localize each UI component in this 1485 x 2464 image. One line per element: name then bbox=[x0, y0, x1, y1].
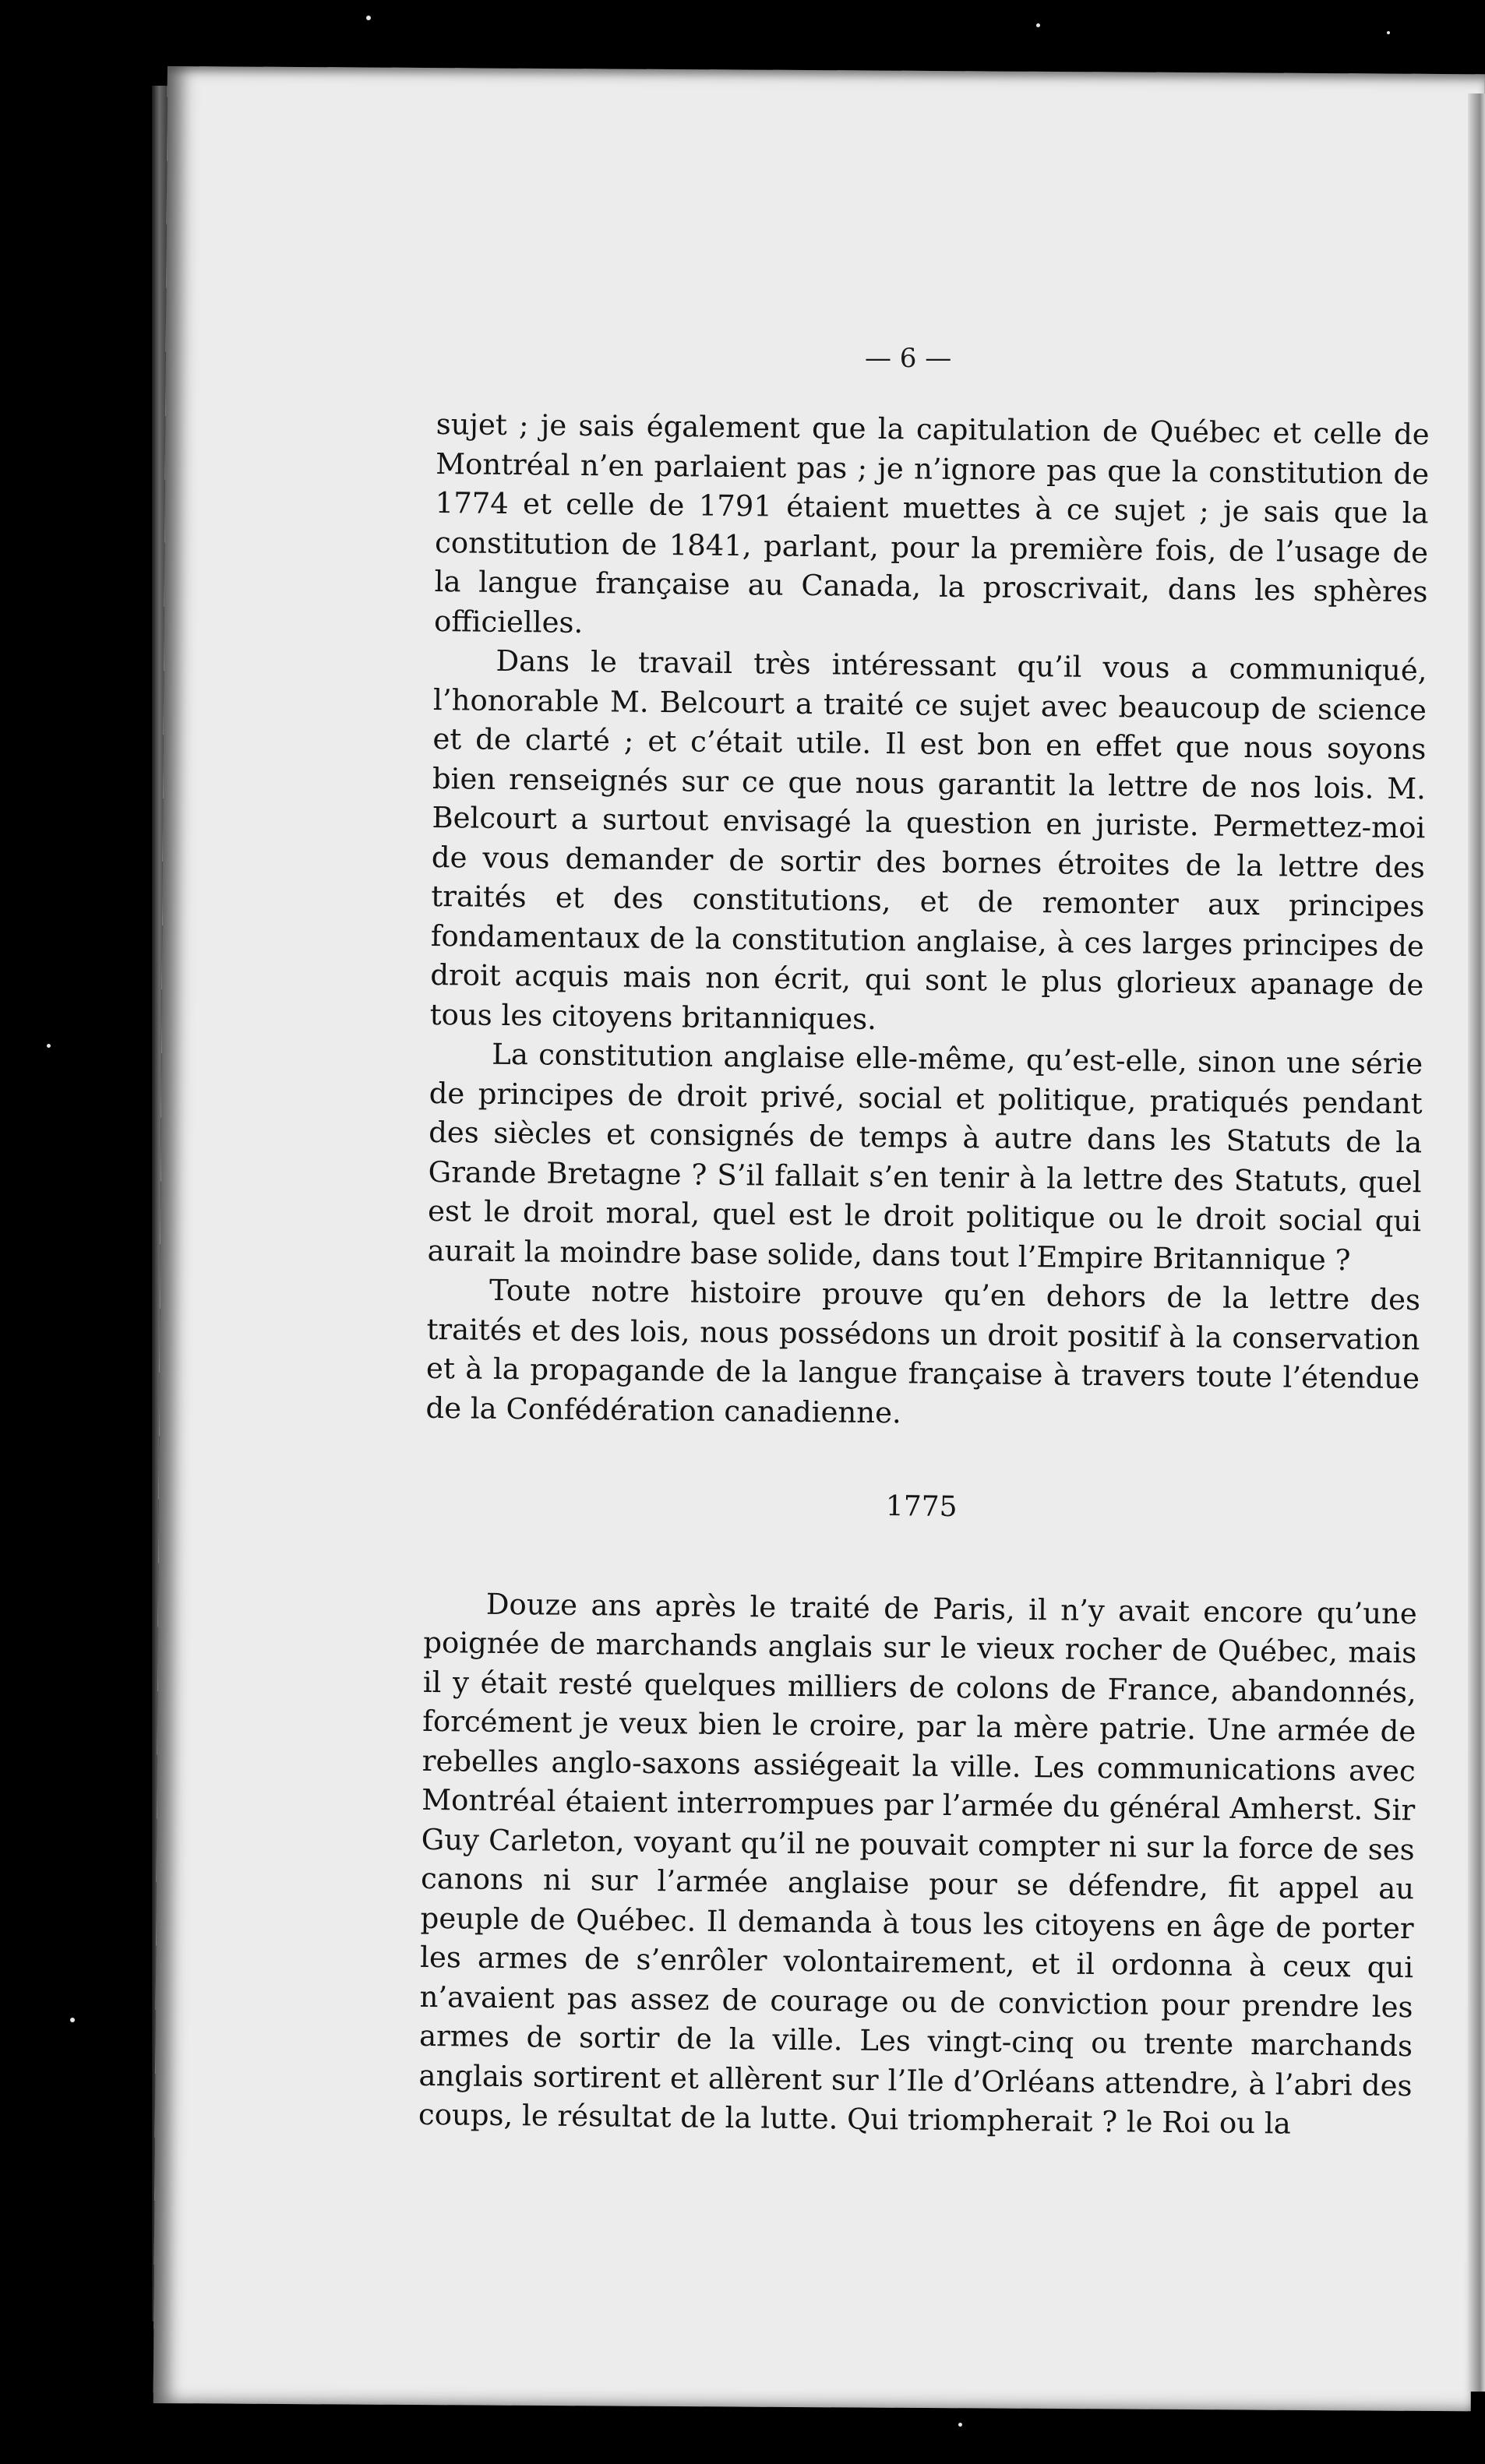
body-section-2 bbox=[418, 1584, 1417, 2145]
scan-speck bbox=[47, 1044, 51, 1048]
body-section-1 bbox=[425, 405, 1430, 1438]
scan-speck bbox=[70, 2018, 75, 2022]
scan-speck bbox=[1036, 23, 1040, 27]
page-right-edge bbox=[1468, 93, 1485, 2392]
paragraph: Douze ans après le traité de Paris, il n’y avait encore qu’une poignée de marchands anglais sur le vieux rocher de Québec, mais il y était resté quelques milliers de colons de France, abandonnés, forcément je veux bien le croire, par la mère patrie. Une armée de rebelles anglo-saxons assiégeait la ville. Les communications avec Montréal étaient interrompues par l’armée du général Amherst. Sir Guy Carleton, voyant qu’il ne pouvait compter ni sur la force de ses canons ni sur l’armée anglaise pour se défendre, fit appel au peuple de Québec. Il demanda à tous les citoyens en âge de porter les armes de s’enrôler volontairement, et il ordonna à ceux qui n’avaient pas assez de courage ou de conviction pour prendre les armes de sortir de la ville. Les vingt-cinq ou trente marchands anglais sortirent et allèrent sur l’Ile d’Orléans attendre, à l’abri des coups, le résultat de la lutte. Qui triompherait ? le Roi ou la bbox=[418, 1587, 1418, 2141]
section-heading: 1775 bbox=[885, 1490, 958, 1524]
scan-speck bbox=[366, 16, 371, 20]
page-number: — 6 — bbox=[865, 343, 952, 374]
scan-speck bbox=[958, 2423, 962, 2427]
page-body bbox=[418, 405, 1430, 2145]
scan-speck bbox=[1387, 31, 1390, 34]
paragraph: La constitution anglaise elle-même, qu’est-elle, sinon une série de principes de droit privé, social et politique, pratiqués pendant des siècles et consignés de temps à autre dans les Statuts de la Grande Bretagne ? S’il fallait s’en tenir à la lettre des Statuts, quel est le droit moral, quel est le droit politique ou le droit social qui aurait la moindre base solide, dans tout l’Empire Britannique ? bbox=[427, 1037, 1423, 1277]
paragraph: sujet ; je sais également que la capitulation de Québec et celle de Montréal n’en parlaient pas ; je n’ignore pas que la constitution de 1774 et celle de 1791 étaient muettes à ce sujet ; je sais que la constitution de 1841, parlant, pour la première fois, de l’usage de la langue française au Canada, la proscrivait, dans les sphères officielles. bbox=[433, 407, 1430, 640]
paragraph: Dans le travail très intéressant qu’il vous a communiqué, l’honorable M. Belcourt a traité ce sujet avec beaucoup de science et de clarté ; et c’était utile. Il est bon en effet que nous soyons bien renseignés sur ce que nous garantit la lettre de nos lois. M. Belcourt a surtout envisagé la question en juriste. Permettez-moi de vous demander de sortir des bornes étroites de la lettre des traités et des constitutions, et de remonter aux principes fondamentaux de la constitution anglaise, à ces larges principes de droit acquis mais non écrit, qui sont le plus glorieux apanage de tous les citoyens britanniques. bbox=[429, 643, 1427, 1036]
paragraph: Toute notre histoire prouve qu’en dehors de la lettre des traités et des lois, nous possédons un droit positif à la conservation et à la propagande de la langue française à travers toute l’étendue de la Confédération canadienne. bbox=[425, 1273, 1421, 1429]
